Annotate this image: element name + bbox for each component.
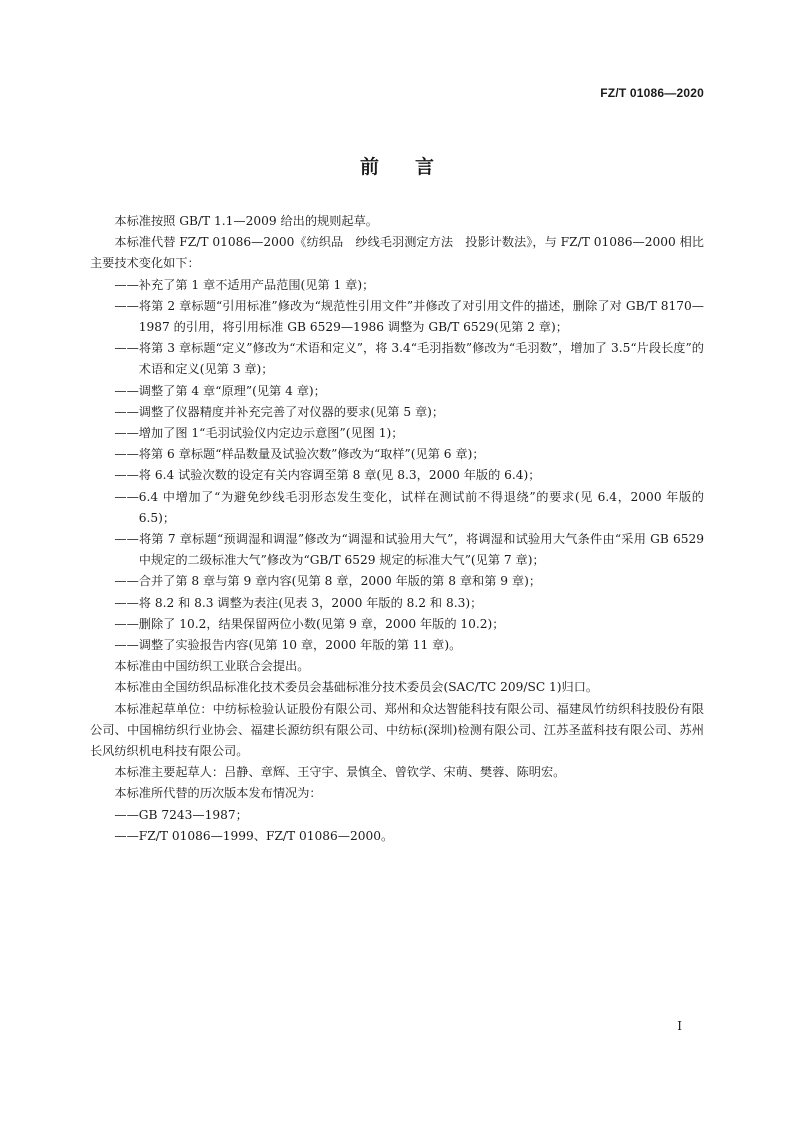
change-item [90,593,704,614]
change-text: 将第 2 章标题“引用标准”修改为“规范性引用文件”并修改了对引用文件的描述，删除了对 GB/T 8170—1987 的引用，将引用标准 GB 6529—1986 调整为 GB/T 6529(见第 2 章)； [138,298,704,335]
dash-marker: —— [114,426,139,441]
dash-marker: —— [114,638,139,653]
change-text: 将第 3 章标题“定义”修改为“术语和定义”，将 3.4“毛羽指数”修改为“毛羽数”，增加了 3.5“片段长度”的术语和定义(见第 3 章)； [138,341,704,377]
change-text: 调整了实验报告内容(见第 10 章，2000 年版的第 11 章)。 [138,638,462,653]
history-item [90,805,704,826]
change-item [90,529,704,571]
change-text: 将 6.4 试验次数的设定有关内容调至第 8 章(见 8.3，2000 年版的 6.4)； [138,468,541,483]
dash-marker: —— [114,383,139,398]
page-number: I [677,1019,682,1033]
history-text: FZ/T 01086—1999、FZ/T 01086—2000。 [138,828,394,843]
dash-marker: —— [114,828,139,843]
change-item [90,296,704,338]
history-text: GB 7243—1987； [138,807,248,822]
dash-marker: —— [114,574,139,589]
change-item [90,423,704,444]
dash-marker: —— [114,404,139,419]
change-text: 6.4 中增加了“为避免纱线毛羽形态发生变化，试样在测试前不得退绕”的要求(见 6.4，2000 年版的 6.5)； [138,489,704,525]
paragraph: 本标准所代替的历次版本发布情况为： [114,786,322,801]
dash-marker: —— [114,298,139,313]
dash-marker: —— [114,277,139,292]
paragraph: 本标准由全国纺织品标准化技术委员会基础标准分技术委员会(SAC/TC 209/SC 1)归口。 [114,680,599,695]
change-text: 增加了图 1“毛羽试验仪内定边示意图”(见图 1)； [138,426,404,441]
change-item [90,635,704,656]
page-title: 前言 [359,156,470,178]
change-text: 将第 6 章标题“样品数量及试验次数”修改为“取样”(见第 6 章)； [138,447,485,462]
change-item [90,614,704,635]
dash-marker: —— [114,532,139,547]
history-item [90,826,704,847]
change-text: 调整了仪器精度并补充完善了对仪器的要求(见第 5 章)； [138,404,445,419]
paragraph: 本标准按照 GB/T 1.1—2009 给出的规则起草。 [114,214,378,228]
change-text: 调整了第 4 章“原理”(见第 4 章)； [138,383,326,398]
change-item [90,444,704,465]
change-text: 将 8.2 和 8.3 调整为表注(见表 3，2000 年版的 8.2 和 8.3)； [138,595,483,610]
change-item [90,571,704,592]
change-item [90,402,704,423]
dash-marker: —— [114,616,139,631]
change-item [90,275,704,296]
paragraph: 本标准由中国纺织工业联合会提出。 [114,659,310,674]
change-text: 合并了第 8 章与第 9 章内容(见第 8 章，2000 年版的第 8 章和第 9 章)； [138,574,542,589]
dash-marker: —— [114,807,139,822]
paragraph: 本标准主要起草人：吕静、章辉、王守宇、景慎全、曾钦学、宋萌、樊蓉、陈明宏。 [114,765,566,780]
paragraph: 本标准代替 FZ/T 01086—2000《纺织品 纱线毛羽测定方法 投影计数法》，与 FZ/T 01086—2000 相比主要技术变化如下： [90,235,704,271]
dash-marker: —— [114,341,139,356]
change-text: 删除了 10.2，结果保留两位小数(见第 9 章，2000 年版的 10.2)； [138,616,505,631]
dash-marker: —— [114,468,139,483]
change-item [90,338,704,380]
change-item [90,487,704,529]
change-text: 将第 7 章标题“预调湿和调湿”修改为“调湿和试验用大气”，将调湿和试验用大气条件由“采用 GB 6529 中规定的二级标准大气”修改为“GB/T 6529 规定的标准大气”(见第 7 章)； [138,532,704,568]
change-text: 补充了第 1 章不适用产品范围(见第 1 章)； [138,277,375,292]
dash-marker: —— [114,447,139,462]
dash-marker: —— [114,489,139,504]
document-body [90,211,704,847]
paragraph: 本标准起草单位：中纺标检验认证股份有限公司、郑州和众达智能科技有限公司、福建凤竹纺织科技股份有限公司、中国棉纺织行业协会、福建长源纺织有限公司、中纺标(深圳)检测有限公司、江苏圣蓝科技有限公司、苏州长风纺织机电科技有限公司。 [90,701,704,759]
dash-marker: —— [114,595,139,610]
change-item [90,465,704,486]
standard-number: FZ/T 01086—2020 [600,86,704,100]
change-item [90,381,704,402]
